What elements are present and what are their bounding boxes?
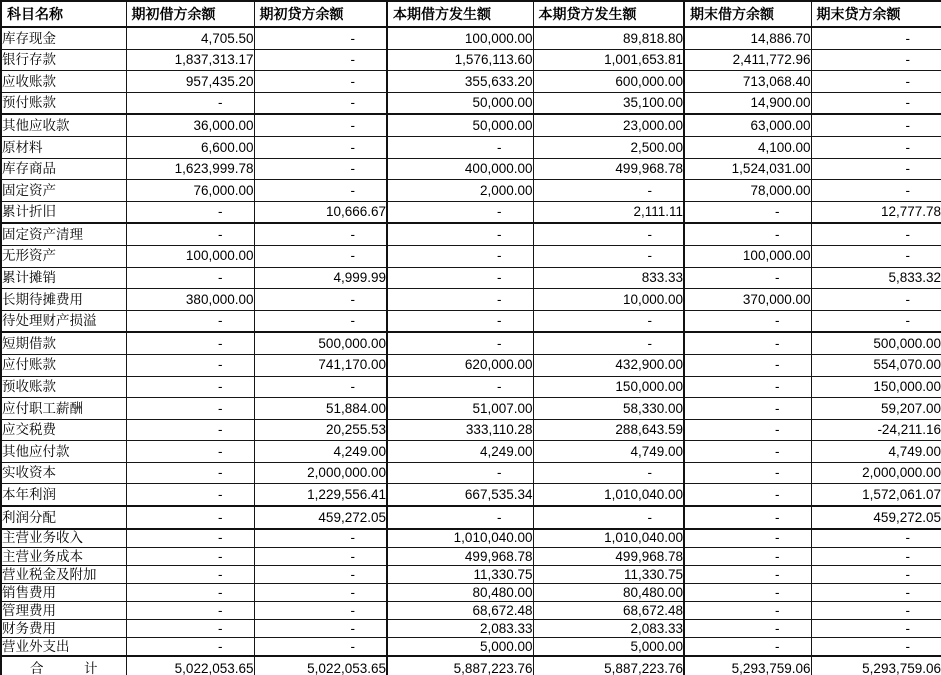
amount-cell: - [533,310,684,332]
total-amount-cell: 5,022,053.65 [126,656,254,675]
amount-cell: - [254,376,387,398]
amount-cell: - [254,114,387,136]
table-row [1,114,941,136]
amount-cell: - [684,310,811,332]
table-row [1,201,941,223]
total-amount-cell: 5,293,759.06 [811,656,941,675]
amount-cell: - [684,506,811,529]
amount-cell: 833.33 [533,267,684,289]
amount-cell: 2,000,000.00 [254,462,387,484]
account-name-cell: 管理费用 [1,602,126,620]
amount-cell: - [254,223,387,245]
amount-cell: - [811,310,941,332]
table-row [1,49,941,71]
amount-cell: - [387,332,533,354]
amount-cell: 500,000.00 [811,332,941,354]
amount-cell: 459,272.05 [811,506,941,529]
column-header: 本期借方发生额 [387,1,533,27]
table-row [1,354,941,376]
column-header: 期初借方余额 [126,1,254,27]
amount-cell: - [126,332,254,354]
amount-cell: - [387,223,533,245]
amount-cell: 2,111.11 [533,201,684,223]
amount-cell: 4,749.00 [533,441,684,463]
amount-cell: - [684,529,811,548]
amount-cell: 370,000.00 [684,289,811,311]
header-row [1,1,941,27]
amount-cell: 12,777.78 [811,201,941,223]
amount-cell: - [254,289,387,311]
amount-cell: - [126,201,254,223]
amount-cell: 600,000.00 [533,71,684,93]
amount-cell: - [811,583,941,601]
table-row [1,565,941,583]
amount-cell: - [126,506,254,529]
amount-cell: - [387,267,533,289]
amount-cell: - [684,565,811,583]
amount-cell: 2,000.00 [387,180,533,202]
amount-cell: 150,000.00 [811,376,941,398]
amount-cell: - [126,462,254,484]
account-name-cell: 实收资本 [1,462,126,484]
amount-cell: - [811,180,941,202]
amount-cell: 100,000.00 [684,245,811,267]
amount-cell: 51,007.00 [387,398,533,420]
amount-cell: - [387,245,533,267]
amount-cell: - [684,462,811,484]
column-header: 科目名称 [1,1,126,27]
amount-cell: - [684,223,811,245]
amount-cell: - [254,529,387,548]
amount-cell: - [126,223,254,245]
amount-cell: - [684,354,811,376]
amount-cell: - [254,92,387,114]
amount-cell: - [533,462,684,484]
total-amount-cell: 5,022,053.65 [254,656,387,675]
amount-cell: - [684,547,811,565]
amount-cell: 11,330.75 [387,565,533,583]
amount-cell: - [126,529,254,548]
account-name-cell: 应付账款 [1,354,126,376]
amount-cell: 1,010,040.00 [533,484,684,506]
amount-cell: 459,272.05 [254,506,387,529]
amount-cell: - [684,441,811,463]
amount-cell: - [811,27,941,49]
table-row [1,529,941,548]
amount-cell: - [126,92,254,114]
amount-cell: 1,001,653.81 [533,49,684,71]
amount-cell: 957,435.20 [126,71,254,93]
amount-cell: 80,480.00 [387,583,533,601]
amount-cell: - [811,565,941,583]
amount-cell: - [684,419,811,441]
amount-cell: 10,000.00 [533,289,684,311]
table-row [1,92,941,114]
amount-cell: 1,010,040.00 [533,529,684,548]
account-name-cell: 无形资产 [1,245,126,267]
amount-cell: - [811,245,941,267]
amount-cell: 5,833.32 [811,267,941,289]
amount-cell: - [533,223,684,245]
amount-cell: - [684,201,811,223]
amount-cell: - [811,289,941,311]
amount-cell: - [684,332,811,354]
amount-cell: - [811,602,941,620]
table-row [1,462,941,484]
table-row [1,245,941,267]
amount-cell: - [684,620,811,638]
amount-cell: - [254,602,387,620]
amount-cell: - [126,398,254,420]
amount-cell: 100,000.00 [387,27,533,49]
table-row [1,158,941,180]
amount-cell: 499,968.78 [387,547,533,565]
amount-cell: 50,000.00 [387,114,533,136]
amount-cell: 4,249.00 [254,441,387,463]
amount-cell: 4,705.50 [126,27,254,49]
amount-cell: - [126,565,254,583]
amount-cell: - [387,376,533,398]
amount-cell: 2,000,000.00 [811,462,941,484]
total-label-cell: 合 计 [1,656,126,675]
amount-cell: - [811,620,941,638]
amount-cell: - [126,638,254,657]
table-body [1,27,941,675]
amount-cell: - [126,441,254,463]
amount-cell: 68,672.48 [387,602,533,620]
amount-cell: 4,749.00 [811,441,941,463]
column-header: 期末贷方余额 [811,1,941,27]
account-name-cell: 主营业务成本 [1,547,126,565]
amount-cell: 4,249.00 [387,441,533,463]
amount-cell: - [254,180,387,202]
table-row [1,267,941,289]
table-row [1,71,941,93]
total-amount-cell: 5,887,223.76 [533,656,684,675]
amount-cell: - [387,506,533,529]
amount-cell: - [811,92,941,114]
column-header: 期末借方余额 [684,1,811,27]
table-row [1,180,941,202]
account-name-cell: 预收账款 [1,376,126,398]
table-row [1,136,941,158]
table-row [1,27,941,49]
account-name-cell: 营业外支出 [1,638,126,657]
amount-cell: 1,229,556.41 [254,484,387,506]
amount-cell: - [387,289,533,311]
amount-cell: - [684,267,811,289]
account-name-cell: 应收账款 [1,71,126,93]
amount-cell: 355,633.20 [387,71,533,93]
amount-cell: - [811,49,941,71]
amount-cell: 1,572,061.07 [811,484,941,506]
total-amount-cell: 5,293,759.06 [684,656,811,675]
amount-cell: 20,255.53 [254,419,387,441]
account-name-cell: 主营业务收入 [1,529,126,548]
table-header [1,1,941,27]
amount-cell: - [254,310,387,332]
amount-cell: 4,999.99 [254,267,387,289]
amount-cell: 89,818.80 [533,27,684,49]
table-row [1,506,941,529]
account-name-cell: 预付账款 [1,92,126,114]
amount-cell: 554,070.00 [811,354,941,376]
amount-cell: 713,068.40 [684,71,811,93]
account-name-cell: 原材料 [1,136,126,158]
amount-cell: 80,480.00 [533,583,684,601]
total-row [1,656,941,675]
amount-cell: 741,170.00 [254,354,387,376]
table-row [1,398,941,420]
amount-cell: 1,623,999.78 [126,158,254,180]
amount-cell: - [387,310,533,332]
table-row [1,484,941,506]
table-row [1,638,941,657]
amount-cell: 1,837,313.17 [126,49,254,71]
account-name-cell: 其他应付款 [1,441,126,463]
amount-cell: - [254,565,387,583]
amount-cell: 4,100.00 [684,136,811,158]
amount-cell: 2,083.33 [533,620,684,638]
amount-cell: - [126,484,254,506]
amount-cell: 380,000.00 [126,289,254,311]
total-amount-cell: 5,887,223.76 [387,656,533,675]
amount-cell: 2,411,772.96 [684,49,811,71]
account-name-cell: 银行存款 [1,49,126,71]
amount-cell: 333,110.28 [387,419,533,441]
amount-cell: 11,330.75 [533,565,684,583]
amount-cell: - [533,180,684,202]
amount-cell: - [126,547,254,565]
amount-cell: - [387,201,533,223]
amount-cell: 100,000.00 [126,245,254,267]
table-row [1,602,941,620]
account-name-cell: 利润分配 [1,506,126,529]
amount-cell: 50,000.00 [387,92,533,114]
account-name-cell: 长期待摊费用 [1,289,126,311]
amount-cell: 5,000.00 [387,638,533,657]
amount-cell: - [254,71,387,93]
column-header: 本期贷方发生额 [533,1,684,27]
column-header: 期初贷方余额 [254,1,387,27]
amount-cell: - [533,332,684,354]
account-name-cell: 应交税费 [1,419,126,441]
amount-cell: 499,968.78 [533,547,684,565]
account-name-cell: 固定资产 [1,180,126,202]
amount-cell: - [533,506,684,529]
account-name-cell: 固定资产清理 [1,223,126,245]
account-name-cell: 短期借款 [1,332,126,354]
amount-cell: 63,000.00 [684,114,811,136]
amount-cell: - [387,462,533,484]
amount-cell: 620,000.00 [387,354,533,376]
amount-cell: 2,083.33 [387,620,533,638]
amount-cell: - [254,136,387,158]
amount-cell: 36,000.00 [126,114,254,136]
account-name-cell: 应付职工薪酬 [1,398,126,420]
account-name-cell: 其他应收款 [1,114,126,136]
amount-cell: - [254,158,387,180]
amount-cell: - [533,245,684,267]
amount-cell: - [126,620,254,638]
amount-cell: 400,000.00 [387,158,533,180]
amount-cell: - [811,547,941,565]
table-row [1,376,941,398]
amount-cell: - [126,419,254,441]
account-name-cell: 财务费用 [1,620,126,638]
amount-cell: - [126,310,254,332]
amount-cell: - [126,376,254,398]
amount-cell: - [254,638,387,657]
amount-cell: - [254,547,387,565]
amount-cell: - [254,27,387,49]
amount-cell: 1,576,113.60 [387,49,533,71]
table-row [1,620,941,638]
amount-cell: 14,900.00 [684,92,811,114]
amount-cell: 2,500.00 [533,136,684,158]
amount-cell: 1,010,040.00 [387,529,533,548]
amount-cell: 76,000.00 [126,180,254,202]
account-name-cell: 本年利润 [1,484,126,506]
amount-cell: 667,535.34 [387,484,533,506]
amount-cell: - [684,484,811,506]
table-row [1,547,941,565]
table-row [1,289,941,311]
amount-cell: 1,524,031.00 [684,158,811,180]
amount-cell: 5,000.00 [533,638,684,657]
amount-cell: 10,666.67 [254,201,387,223]
amount-cell: - [811,136,941,158]
amount-cell: - [254,245,387,267]
amount-cell: - [684,638,811,657]
amount-cell: - [811,638,941,657]
amount-cell: - [387,136,533,158]
account-name-cell: 待处理财产损溢 [1,310,126,332]
amount-cell: 6,600.00 [126,136,254,158]
amount-cell: - [126,602,254,620]
account-name-cell: 累计折旧 [1,201,126,223]
amount-cell: 500,000.00 [254,332,387,354]
amount-cell: 499,968.78 [533,158,684,180]
amount-cell: 58,330.00 [533,398,684,420]
amount-cell: 59,207.00 [811,398,941,420]
amount-cell: 288,643.59 [533,419,684,441]
amount-cell: - [811,158,941,180]
amount-cell: 23,000.00 [533,114,684,136]
amount-cell: 35,100.00 [533,92,684,114]
amount-cell: - [126,583,254,601]
amount-cell: - [811,71,941,93]
table-row [1,419,941,441]
amount-cell: 51,884.00 [254,398,387,420]
amount-cell: -24,211.16 [811,419,941,441]
amount-cell: - [811,114,941,136]
account-name-cell: 营业税金及附加 [1,565,126,583]
amount-cell: - [684,398,811,420]
amount-cell: - [684,583,811,601]
amount-cell: 78,000.00 [684,180,811,202]
amount-cell: - [811,223,941,245]
table-row [1,583,941,601]
amount-cell: 432,900.00 [533,354,684,376]
account-name-cell: 库存商品 [1,158,126,180]
account-name-cell: 库存现金 [1,27,126,49]
amount-cell: - [254,49,387,71]
amount-cell: - [126,267,254,289]
amount-cell: 14,886.70 [684,27,811,49]
amount-cell: - [684,376,811,398]
account-name-cell: 销售费用 [1,583,126,601]
amount-cell: - [254,583,387,601]
table-row [1,310,941,332]
account-name-cell: 累计摊销 [1,267,126,289]
amount-cell: 68,672.48 [533,602,684,620]
amount-cell: - [684,602,811,620]
table-row [1,441,941,463]
amount-cell: 150,000.00 [533,376,684,398]
amount-cell: - [126,354,254,376]
table-row [1,223,941,245]
amount-cell: - [254,620,387,638]
table-row [1,332,941,354]
amount-cell: - [811,529,941,548]
